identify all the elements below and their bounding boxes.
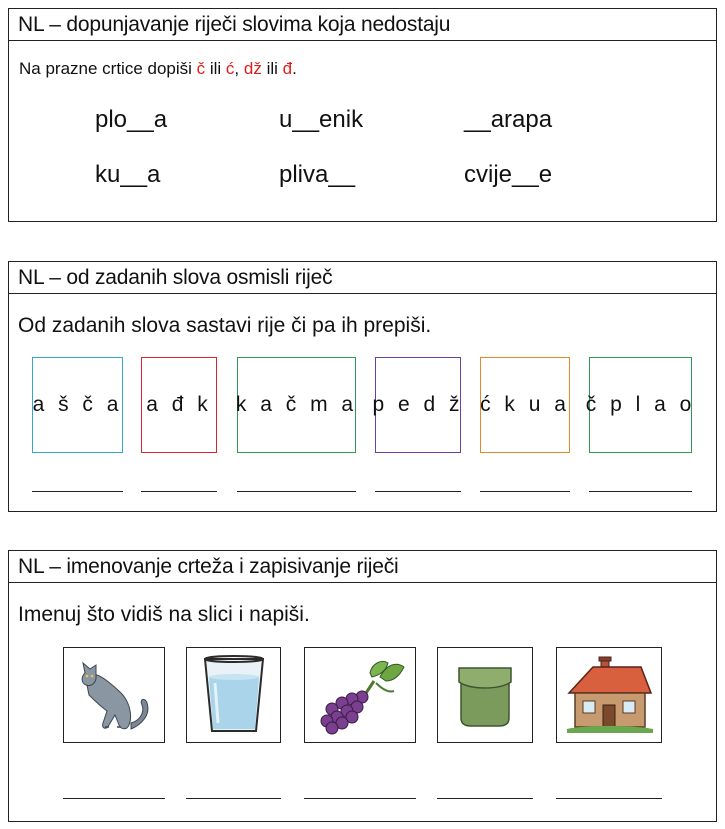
house-icon [563, 653, 655, 737]
make-word-exercise [8, 261, 717, 512]
answer-line[interactable] [589, 491, 692, 492]
letter-box: k a č m a [237, 357, 356, 453]
word-blank: plo__a [95, 106, 168, 133]
grapes-icon [310, 653, 410, 737]
exercise-title: NL – imenovanje crteža i zapisivanje riječi [9, 551, 716, 583]
instruction-text: ili [205, 59, 226, 78]
answer-line[interactable] [437, 798, 533, 799]
letter-box: č p l a o [589, 357, 692, 453]
letter-c-acute: ć [225, 59, 235, 78]
answer-line[interactable] [186, 798, 281, 799]
word-blank: pliva__ [279, 161, 356, 188]
answer-line[interactable] [556, 798, 662, 799]
instruction-text: . [292, 59, 297, 78]
letter-d-stroke: đ [282, 59, 293, 78]
exercise-title: NL – od zadanih slova osmisli riječ [9, 262, 716, 294]
exercise-title: NL – dopunjavanje riječi slovima koja nedostaju [9, 9, 716, 41]
exercise-instruction: Imenuj što vidiš na slici i napiši. [18, 603, 310, 626]
answer-line[interactable] [304, 798, 416, 799]
exercise-instruction [19, 59, 297, 79]
instruction-text: , [234, 59, 244, 78]
answer-line[interactable] [63, 798, 165, 799]
picture-frame [63, 647, 165, 743]
letter-box: ć k u a [480, 357, 570, 453]
answer-line[interactable] [480, 491, 570, 492]
glass-of-water-icon [199, 653, 269, 737]
letter-box: a đ k [141, 357, 217, 453]
instruction-text: Na prazne crtice dopiši [19, 59, 197, 78]
pocket-icon [455, 662, 515, 728]
word-blank: __arapa [464, 106, 553, 133]
name-picture-exercise [8, 550, 717, 822]
cat-icon [69, 655, 159, 735]
letter-dz-caron: dž [243, 59, 262, 78]
picture-frame [556, 647, 662, 743]
word-blank: cvije__e [464, 161, 553, 188]
answer-line[interactable] [32, 491, 123, 492]
answer-line[interactable] [375, 491, 461, 492]
instruction-text: ili [261, 59, 283, 78]
answer-line[interactable] [237, 491, 356, 492]
letter-c-caron: č [196, 59, 206, 78]
exercise-instruction: Od zadanih slova sastavi rije či pa ih prepiši. [18, 314, 432, 337]
missing-letters-exercise [8, 8, 717, 222]
word-blank: ku__a [95, 161, 161, 188]
answer-line[interactable] [141, 491, 217, 492]
picture-frame [304, 647, 416, 743]
picture-frame [437, 647, 533, 743]
picture-frame [186, 647, 281, 743]
letter-box: a š č a [32, 357, 123, 453]
letter-box: p e d ž [375, 357, 461, 453]
word-blank: u__enik [279, 106, 364, 133]
